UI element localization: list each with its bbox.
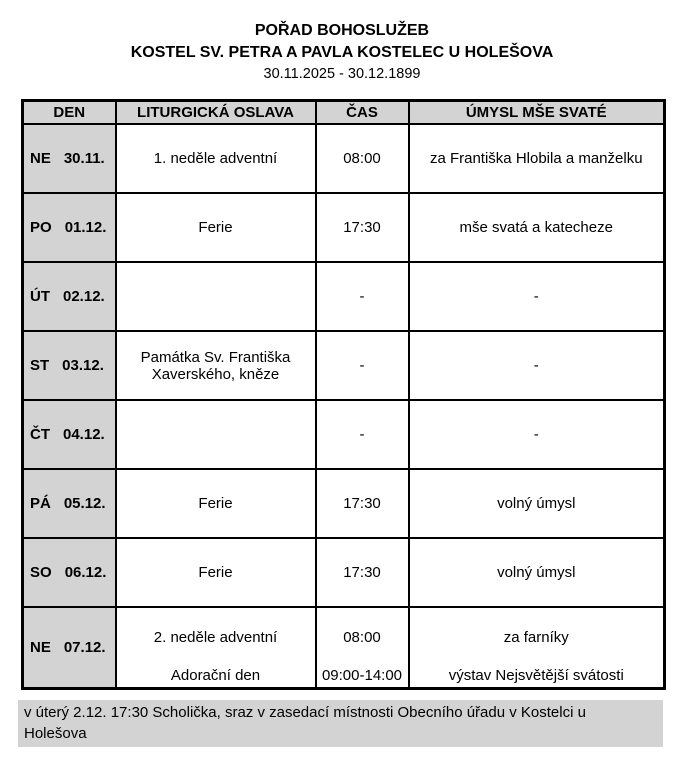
intention-cell: mše svatá a katecheze [409,193,665,262]
intention-cell: - [409,400,665,469]
day-cell [23,124,116,193]
title-block [0,0,684,84]
day-date: 02.12. [63,288,105,305]
time-cell: - [316,262,409,331]
time-secondary: 09:00-14:00 [321,667,403,684]
table-row [23,331,665,400]
day-abbr: PÁ [30,495,51,512]
celebration-cell [116,607,316,689]
celebration-cell [116,400,316,469]
table-row [23,193,665,262]
day-abbr: ÚT [30,288,50,305]
schedule-table [21,99,666,690]
day-cell [23,538,116,607]
day-abbr: ČT [30,426,50,443]
col-header-umysl: ÚMYSL MŠE SVATÉ [409,101,665,125]
day-cell [23,400,116,469]
time-cell: 17:30 [316,538,409,607]
date-range: 30.11.2025 - 30.12.1899 [263,66,421,82]
day-abbr: NE [30,150,51,167]
col-header-liturgicka-oslava: LITURGICKÁ OSLAVA [116,101,316,125]
day-date: 01.12. [64,219,107,236]
time-cell: 08:00 [316,124,409,193]
table-row [23,607,665,689]
day-date: 07.12. [63,639,106,656]
time-cell: - [316,400,409,469]
celebration-secondary: Adorační den [170,667,261,684]
day-date: 05.12. [63,495,106,512]
page-title: POŘAD BOHOSLUŽEB [254,22,430,39]
day-abbr: NE [30,639,51,656]
day-abbr: PO [30,219,52,236]
time-cell: - [316,331,409,400]
day-cell [23,193,116,262]
day-date: 06.12. [64,564,107,581]
intention-cell: za Františka Hlobila a manželku [409,124,665,193]
celebration-cell: 1. neděle adventní [116,124,316,193]
footer-note: v úterý 2.12. 17:30 Scholička, sraz v zasedací místnosti Obecního úřadu v Kostelci u Holešova [18,700,663,747]
intention-cell: - [409,331,665,400]
intention-main: za farníky [503,629,569,646]
time-cell: 17:30 [316,193,409,262]
day-cell [23,262,116,331]
col-header-den: DEN [23,101,116,125]
celebration-cell: Ferie [116,469,316,538]
celebration-cell: Ferie [116,193,316,262]
intention-cell: volný úmysl [409,469,665,538]
table-row [23,400,665,469]
table-header-row [23,101,665,125]
time-cell [316,607,409,689]
table-row [23,538,665,607]
celebration-main: 2. neděle adventní [153,629,278,646]
time-main: 08:00 [343,629,381,646]
table-row [23,262,665,331]
time-cell: 17:30 [316,469,409,538]
intention-cell [409,607,665,689]
celebration-cell: Ferie [116,538,316,607]
day-date: 30.11. [63,150,105,167]
page-subtitle: KOSTEL SV. PETRA A PAVLA KOSTELEC U HOLEŠOVA [130,44,554,61]
table-row [23,469,665,538]
day-cell [23,469,116,538]
celebration-cell: Památka Sv. Františka Xaverského, kněze [116,331,316,400]
day-date: 03.12. [62,357,104,374]
intention-cell: volný úmysl [409,538,665,607]
celebration-cell [116,262,316,331]
day-cell [23,607,116,689]
day-abbr: SO [30,564,52,581]
day-abbr: ST [30,357,50,374]
intention-secondary: výstav Nejsvětější svátosti [448,667,624,684]
day-cell [23,331,116,400]
intention-cell: - [409,262,665,331]
day-date: 04.12. [63,426,105,443]
table-row [23,124,665,193]
col-header-cas: ČAS [316,101,409,125]
